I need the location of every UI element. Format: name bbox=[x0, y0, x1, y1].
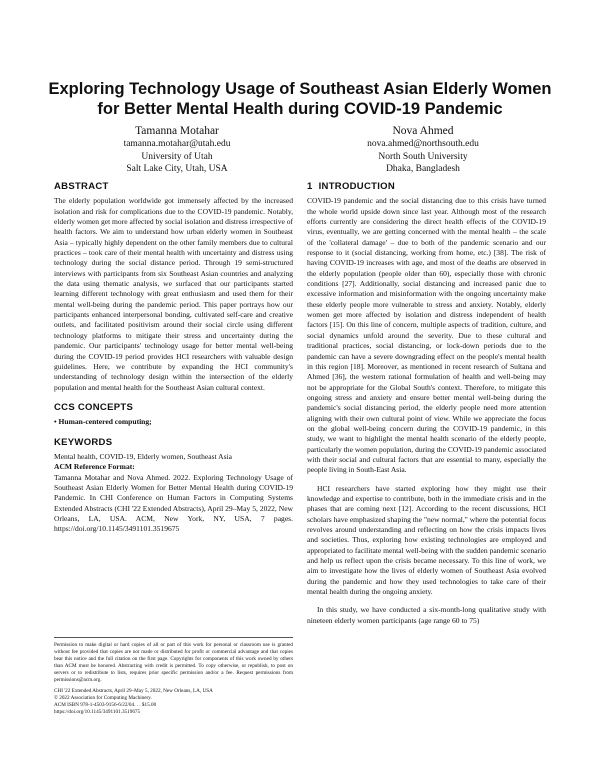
author-email[interactable]: tamanna.motahar@utah.edu bbox=[123, 139, 231, 149]
author-location: Salt Lake City, Utah, USA bbox=[126, 164, 228, 174]
author-block bbox=[54, 124, 546, 176]
section-title: INTRODUCTION bbox=[318, 181, 396, 192]
intro-paragraph-2: HCI researchers have started exploring how they might use their knowledge and expertise to contribute, both in the immediate crisis and in the phases that are coming next [12]. According to the recent discussions, HCI scholars have emphasized shaping the "new normal," where the potential focus revolves around understanding and reflecting on how the crisis impacts lives and societies. Thus, exploring how existing technologies are employed and appropriated to facilitate mental well-being with the sudden pandemic scenario and help us reflect upon the crisis became necessary. To this line of work, we aim to investigate how the lives of elderly women of Southeast Asia evolved during the pandemic and how they used technologies to take care of their mental health during the ongoing anxiety. bbox=[307, 483, 546, 597]
left-column bbox=[54, 182, 293, 535]
copyright-footnote bbox=[54, 637, 293, 716]
keywords-heading: KEYWORDS bbox=[54, 436, 113, 448]
paper-title: Exploring Technology Usage of Southeast Asian Elderly Women for Better Mental Health during COVID-19 Pandemic bbox=[48, 80, 552, 118]
section-number: 1 bbox=[307, 181, 313, 192]
keywords-text: Mental health, COVID-19, Elderly women, Southeast Asia bbox=[54, 451, 232, 461]
abstract-heading: ABSTRACT bbox=[54, 181, 109, 192]
permission-notice: Permission to make digital or hard copies of all or part of this work for personal or classroom use is granted without fee provided that copies are not made or distributed for profit or commercial advantage and that copies bear this notice and the full citation on the first page. Copyrights for components of this work owned by others than ACM must be honored. Abstracting with credit is permitted. To copy otherwise, or republish, to post on servers or to redistribute to lists, requires prior specific permission and/or a fee. Request permissions from permissions@acm.org. bbox=[54, 642, 293, 684]
author-name: Nova Ahmed bbox=[392, 125, 454, 137]
ref-format-text: Tamanna Motahar and Nova Ahmed. 2022. Exploring Technology Usage of Southeast Asian Elderly Women for Better Mental Health during COVID-19 Pandemic. In CHI Conference on Human Factors in Computing Systems Extended Abstracts (CHI '22 Extended Abstracts), April 29–May 5, 2022, New Orleans, LA, USA. ACM, New York, NY, USA, 7 pages. https://doi.org/10.1145/3491101.3519675 bbox=[54, 472, 293, 534]
author-2 bbox=[300, 124, 546, 176]
author-affiliation: University of Utah bbox=[141, 151, 213, 162]
ccs-item: • Human-centered computing; bbox=[54, 417, 152, 427]
author-email[interactable]: nova.ahmed@northsouth.edu bbox=[367, 139, 479, 149]
isbn-line: ACM ISBN 978-1-4503-9156-6/22/04. . . $15.00 bbox=[54, 701, 157, 708]
ccs-heading: CCS CONCEPTS bbox=[54, 401, 134, 413]
abstract-text: The elderly population worldwide got immensely affected by the increased isolation and risk for complications due to the COVID-19 pandemic. Notably, elderly women get more affected by social isolation and distress irrespective of health factors. We aim to understand how urban elderly women in Southeast Asia – typically highly dependent on the other family members due to cultural practices – took care of their mental health with uncertainty and distress using technology during the social distance period. Through 19 semi-structured interviews with participants from six Southeast Asian countries and analyzing the data using thematic analysis, we surfaced that our participants started learning different technology with great enthusiasm and used them for their mental well-being during the pandemic period. This paper portrays how our participants enhanced interpersonal bonding, cultivated self-care and creative outlets, and facilitated positivism around their social circle using different technology platforms to mitigate their stress and uncertainty during the pandemic. Our participants' technology usage for better mental well-being during the COVID-19 period provides HCI researchers with valuable design guidelines. Here, we contribute by expanding the HCI community's understanding of technology design within the intersection of the elderly population and mental health for the Southeast Asian cultural context. bbox=[54, 196, 293, 392]
venue-line: CHI '22 Extended Abstracts, April 29–May 5, 2022, New Orleans, LA, USA bbox=[54, 687, 213, 694]
right-column bbox=[307, 182, 546, 626]
author-1 bbox=[54, 124, 300, 176]
author-affiliation: North South University bbox=[378, 151, 468, 162]
introduction-heading bbox=[307, 182, 546, 192]
author-name: Tamanna Motahar bbox=[135, 125, 219, 137]
doi-link[interactable]: https://doi.org/10.1145/3491101.3519675 bbox=[54, 708, 141, 715]
intro-paragraph-3: In this study, we have conducted a six-month-long qualitative study with nineteen elderly women participants (age range 60 to 75) bbox=[307, 605, 546, 625]
ref-format-label: ACM Reference Format: bbox=[54, 462, 135, 472]
intro-paragraph-1: COVID-19 pandemic and the social distancing due to this crisis have turned the whole world upside down since last year. Although most of the research efforts currently are considering the direct health effects of the COVID-19 virus, eventually, we are getting concerned with the mental health – the scale of the 'collateral damage' – due to both of the pandemic scenario and our response to it (social distancing, working from home, etc.) [38]. The risk of having COVID-19 increases with age, and most of the deaths are observed in the elderly population (people older than 60), especially those with chronic conditions [27]. Additionally, social distancing and increased panic due to excessive information and misinformation with the ongoing uncertainty make these elderly people more vulnerable to stress and anxiety. Notably, elderly women get more affected by isolation and distress independent of health factors [15]. On this line of concern, multiple aspects of tradition, culture, and social dynamics unfold around the severity. Due to these cultural and traditional practices, social distancing, or lock-down periods due to the pandemic can have a severe downgrading effect on the people's mental health in this region [18]. Moreover, as mentioned in recent research of Sultana and Ahmed [36], the western rational formulation of health and well-being may not be appropriate for the Global South's context. Therefore, to mitigate this ongoing stress and anxiety and ensure better mental well-being during the pandemic's social distancing period, the elderly people need more attention aligning with their own cultural point of view. While we appreciate the focus on the global well-being concern during the COVID-19 pandemic, in this study, we want to highlight the mental health scenario of the elderly people, particularly the women population, during the COVID-19 pandemic associated with their social and cultural factors that are essential to many, especially the people living in South-East Asia. bbox=[307, 196, 546, 475]
copyright-line: © 2022 Association for Computing Machinery. bbox=[54, 694, 152, 701]
author-location: Dhaka, Bangladesh bbox=[386, 164, 460, 174]
